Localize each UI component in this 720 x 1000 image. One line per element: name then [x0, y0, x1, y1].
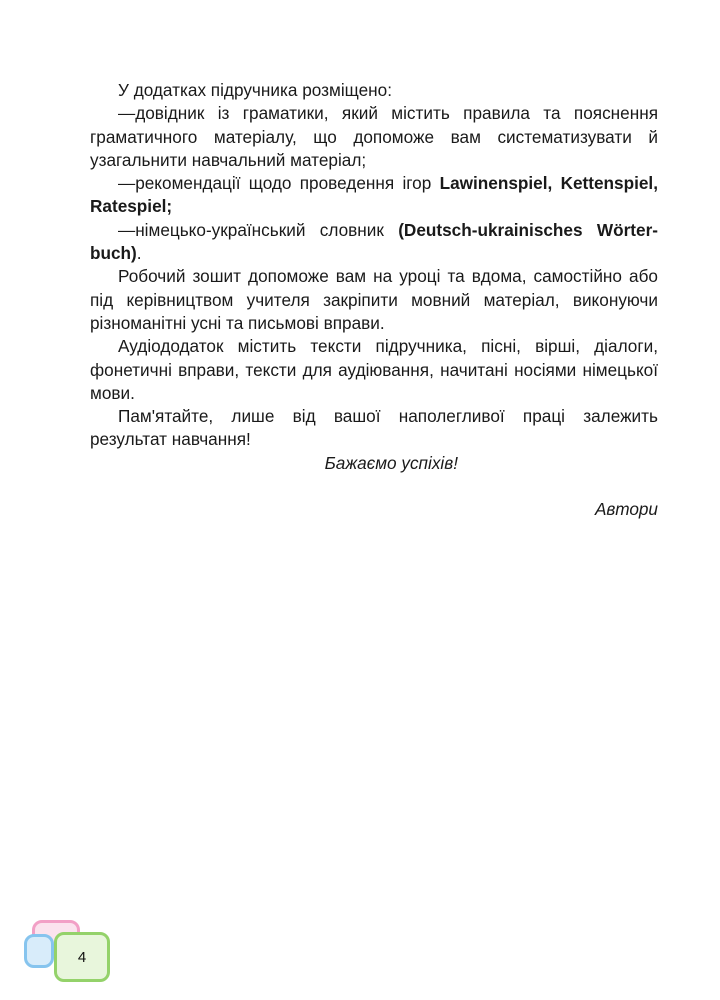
dictionary-title: (Deutsch-ukrainisches Wörterbuch) [90, 219, 658, 264]
list-item-games [90, 172, 658, 219]
remember-paragraph: Пам'ятайте, лише від вашої наполегливої праці залежить результат навчання! [90, 406, 658, 450]
list-item-grammar [90, 102, 658, 172]
page-number: 4 [77, 948, 87, 966]
workbook-paragraph: Робочий зошит допоможе вам на уроці та вдома, самостійно або під керівництвом учителя закріпити мовний матеріал, виконуючи різноманітні усні та письмові вправи. [90, 266, 658, 333]
list-item-dictionary [90, 219, 658, 266]
wish-line: Бажаємо успіхів! [324, 452, 458, 473]
blue-square-decoration [24, 934, 54, 968]
audio-paragraph: Аудіододаток містить тексти підручника, пісні, вірші, діалоги, фонетичні вправи, тексти для аудіювання, начитані носіями німецької мови. [90, 336, 658, 403]
list-item-text: —німецько-український словник [118, 219, 399, 240]
page-number-badge [24, 918, 114, 988]
authors-signature: Автори [594, 499, 658, 520]
list-item-text: —довідник із граматики, який містить правила та пояснення граматичного матеріалу, що допоможе вам систематизувати й узагальнити навчальний матеріал; [90, 103, 658, 170]
list-item-text: —рекомендації щодо проведення ігор [118, 173, 440, 194]
list-item-tail: . [136, 243, 142, 264]
main-text [90, 79, 658, 521]
games-names: Lawinenspiel, Kettenspiel, Ratespiel; [90, 173, 658, 217]
intro-paragraph: У додатках підручника розміщено: [118, 80, 392, 100]
